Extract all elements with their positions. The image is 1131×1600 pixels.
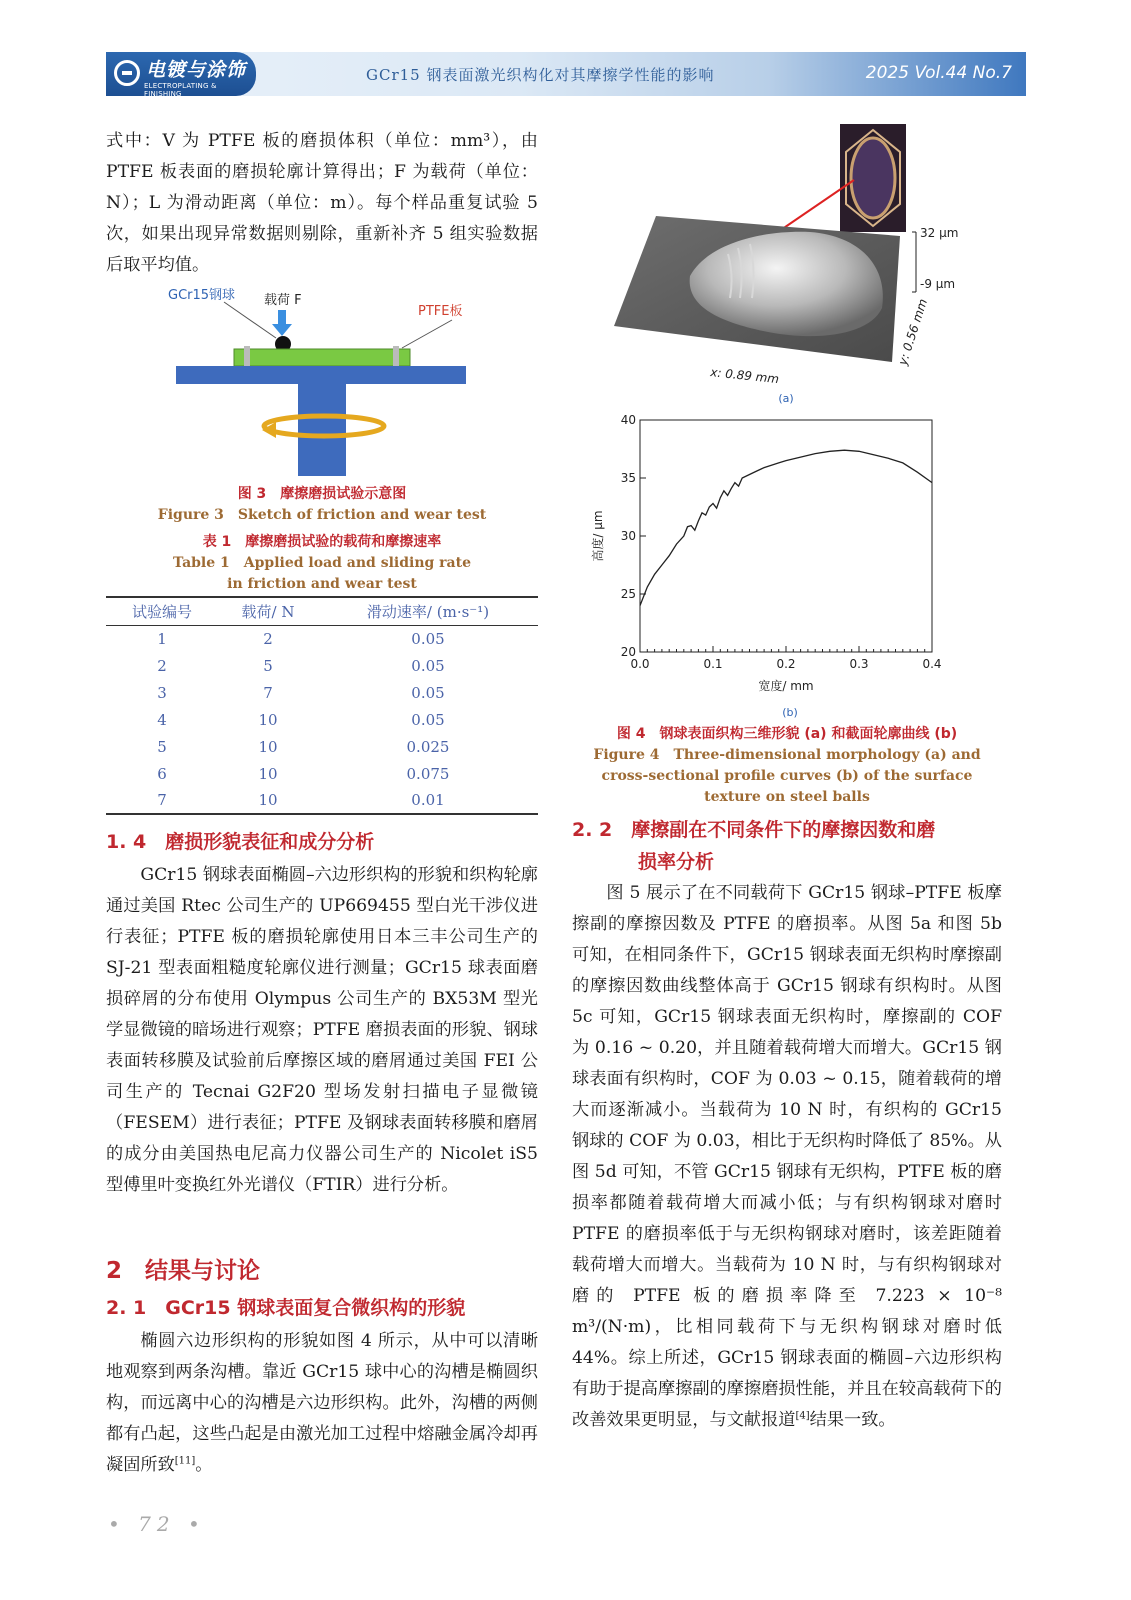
leader-line-plate [402, 320, 452, 348]
figure-4-caption-en-1: Figure 4 Three-dimensional morphology (a) and [593, 747, 981, 763]
figure-3-caption [106, 484, 538, 526]
table-row [106, 625, 538, 652]
label-steel-ball: GCr15钢球 [168, 288, 236, 303]
table-row [106, 652, 538, 679]
table-header-row [106, 597, 538, 625]
section-2-2-text-body: 图 5 展示了在不同载荷下 GCr15 钢球–PTFE 板摩擦副的摩擦因数及 PTFE 的磨损率。从图 5a 和图 5b 可知，在相同条件下，GCr15 钢球表面无织构时摩擦副的摩擦因数曲线整体高于 GCr15 钢球有织构时。从图 5c 可知，GCr15 钢球表面无织构时，摩擦副的 COF 为 0.16 ~ 0.20，并且随着载荷增大而增大。GCr15 钢球表面有织构时，COF 为 0.03 ~ 0.15，随着载荷的增大而逐渐减小。当载荷为 10 N 时，有织构的 GCr15 钢球的 COF 为 0.03，相比于无织构时降低了 85%。从图 5d 可知，不管 GCr15 钢球有无织构，PTFE 板的磨损率都随着载荷增大而减小低；与有织构钢球对磨时 PTFE 的磨损率低于与无织构钢球对磨时，该差距随着载荷增大而增大。当载荷为 10 N 时，与有织构钢球对磨的 PTFE 板的磨损率降至 7.223 × 10⁻⁸ m³/(N·m)，比相同载荷下与无织构钢球对磨时低 44%。综上所述，GCr15 钢球表面的椭圆–六边形织构有助于提高摩擦副的摩擦磨损性能，并且在较高载荷下的改善效果更明显，与文献报道 [572, 883, 1002, 1430]
page-header [106, 52, 1026, 96]
table-header: 试验编号 [106, 597, 218, 625]
citation-ref: [4] [795, 1410, 810, 1422]
table-cell: 4 [157, 710, 167, 729]
y-tick-label: 20 [620, 645, 636, 659]
figure-4a-3d-morphology [600, 120, 1000, 410]
table-cell: 0.025 [406, 737, 450, 756]
subfigure-b-label: (b) [782, 706, 798, 719]
label-load: 载荷 F [264, 293, 302, 308]
table-cell: 5 [263, 656, 273, 675]
x-tick-label: 0.4 [922, 657, 942, 671]
table-header: 滑动速率/ (m·s⁻¹) [318, 597, 538, 625]
clamp-right [393, 346, 399, 368]
table-cell: 2 [263, 629, 273, 648]
table-cell: 10 [258, 737, 278, 756]
table-1-caption-en-2: in friction and wear test [227, 576, 417, 592]
y-tick-label: 35 [620, 471, 636, 485]
running-title: GCr15 钢表面激光织构化对其摩擦学性能的影响 [366, 66, 715, 84]
table-cell: 0.075 [406, 764, 450, 783]
table-cell: 2 [157, 656, 167, 675]
section-2-1-title: 2. 1 GCr15 钢球表面复合微织构的形貌 [106, 1297, 466, 1319]
table-cell: 5 [157, 737, 167, 756]
x-tick-label: 0.2 [776, 657, 796, 671]
micrograph-ellipse-groove [851, 138, 895, 218]
table-row [106, 679, 538, 706]
y-tick-label: 40 [620, 413, 636, 427]
table-1-caption [106, 532, 538, 595]
journal-name-cn: 电镀与涂饰 [146, 59, 247, 81]
issue-info: 2025 Vol.44 No.7 [865, 63, 1012, 83]
x-axis-title: 宽度/ mm [758, 679, 814, 693]
rotating-table [176, 366, 466, 384]
table-1 [106, 596, 538, 815]
table-cell: 6 [157, 764, 167, 783]
figure-3-caption-en: Figure 3 Sketch of friction and wear test [157, 507, 487, 523]
table-cell: 0.05 [411, 683, 445, 702]
rotating-shaft [298, 384, 346, 476]
section-2-1-text-end: 。 [195, 1455, 213, 1475]
table-row [106, 706, 538, 733]
table-cell: 3 [157, 683, 167, 702]
table-cell: 7 [106, 787, 218, 814]
z-top-label: 32 μm [920, 226, 959, 240]
figure-3-schematic [106, 282, 538, 482]
load-arrow-head [272, 324, 292, 336]
section-1-4-text: GCr15 钢球表面椭圆–六边形织构的形貌和织构轮廓通过美国 Rtec 公司生产的 UP669455 型白光干涉仪进行表征；PTFE 板的磨损轮廓使用日本三丰公司生产的 SJ-21 型表面粗糙度轮廓仪进行测量；GCr15 球表面磨损碎屑的分布使用 Olympus 公司生产的 BX53M 型光学显微镜的暗场进行观察；PTFE 磨损表面的形貌、钢球表面转移膜及试验前后摩擦区域的磨屑通过美国 FEI 公司生产的 Tecnai G2F20 型场发射扫描电子显微镜（FESEM）进行表征；PTFE 及钢球表面转移膜和磨屑的成分由美国热电尼高力仪器公司生产的 Nicolet iS5 型傅里叶变换红外光谱仪（FTIR）进行分析。 [106, 865, 538, 1195]
load-arrow-shaft [278, 310, 286, 324]
table-cell: 7 [263, 683, 273, 702]
y-tick-label: 25 [620, 587, 636, 601]
section-2-2-text-end: 结果一致。 [809, 1410, 896, 1430]
figure-4-caption-en-2: cross-sectional profile curves (b) of the surface [601, 768, 973, 784]
journal-name-en: ELECTROPLATING & FINISHING [144, 82, 217, 98]
section-1-4-title: 1. 4 磨损形貌表征和成分分析 [106, 831, 375, 853]
table-cell: 0.01 [318, 787, 538, 814]
table-1-caption-en-1: Table 1 Applied load and sliding rate [172, 555, 472, 571]
section-2-1-text [106, 1326, 538, 1481]
intro-paragraph: 式中：V 为 PTFE 板的磨损体积（单位：mm³），由 PTFE 板表面的磨损轮廓计算得出；F 为载荷（单位：N）；L 为滑动距离（单位：m）。每个样品重复试验 5 次，如果出现异常数据则剔除，重新补齐 5 组实验数据后取平均值。 [106, 131, 538, 275]
page-number: • 72 • [108, 1512, 206, 1536]
subfigure-a-label: (a) [778, 392, 794, 405]
section-2-2-title-line-2: 损率分析 [638, 851, 715, 873]
y-tick-label: 30 [620, 529, 636, 543]
figure-4-caption [574, 724, 1000, 808]
table-cell: 10 [218, 787, 318, 814]
table-header: 载荷/ N [218, 597, 318, 625]
table-cell: 0.05 [411, 710, 445, 729]
table-cell: 0.05 [411, 656, 445, 675]
profile-series-line [640, 450, 932, 605]
table-cell: 0.05 [411, 629, 445, 648]
section-2-2-title-line-1: 2. 2 摩擦副在不同条件下的摩擦因数和磨 [572, 819, 936, 841]
table-cell: 10 [258, 710, 278, 729]
table-row [106, 787, 538, 814]
journal-logo-icon [114, 60, 140, 86]
x-tick-label: 0.1 [703, 657, 723, 671]
y-axis-title: 高度/ μm [591, 510, 605, 562]
clamp-left [244, 346, 250, 368]
ptfe-plate [234, 349, 410, 366]
z-bottom-label: -9 μm [920, 277, 956, 291]
figure-4-caption-cn: 图 4 钢球表面织构三维形貌 (a) 和截面轮廓曲线 (b) [616, 726, 958, 742]
table-cell: 1 [157, 629, 167, 648]
label-ptfe-plate: PTFE板 [418, 304, 463, 319]
figure-4b-profile-chart [580, 410, 1000, 722]
chart-axes [621, 413, 942, 671]
y-axis-label: y: 0.56 mm [895, 297, 931, 367]
x-tick-label: 0.3 [849, 657, 869, 671]
figure-3-caption-cn: 图 3 摩擦磨损试验示意图 [237, 486, 407, 502]
section-2-2-title [572, 814, 1002, 878]
figure-4-caption-en-3: texture on steel balls [704, 789, 870, 805]
page-number-value: 72 [138, 1512, 176, 1536]
table-cell: 10 [258, 764, 278, 783]
citation-ref: [11] [174, 1455, 196, 1467]
table-row [106, 760, 538, 787]
section-2-2-text [572, 878, 1002, 1436]
table-1-caption-cn: 表 1 摩擦磨损试验的载荷和摩擦速率 [202, 534, 442, 550]
journal-logo [106, 52, 256, 96]
table-row [106, 733, 538, 760]
section-2-title: 2 结果与讨论 [106, 1258, 261, 1284]
section-2-1-text-body: 椭圆六边形织构的形貌如图 4 所示，从中可以清晰地观察到两条沟槽。靠近 GCr15 球中心的沟槽是椭圆织构，而远离中心的沟槽是六边形织构。此外，沟槽的两侧都有凸起，这些凸起是由激光加工过程中熔融金属冷却再凝固所致 [106, 1331, 538, 1475]
x-tick-label: 0.0 [630, 657, 650, 671]
x-axis-label: x: 0.89 mm [709, 365, 780, 387]
